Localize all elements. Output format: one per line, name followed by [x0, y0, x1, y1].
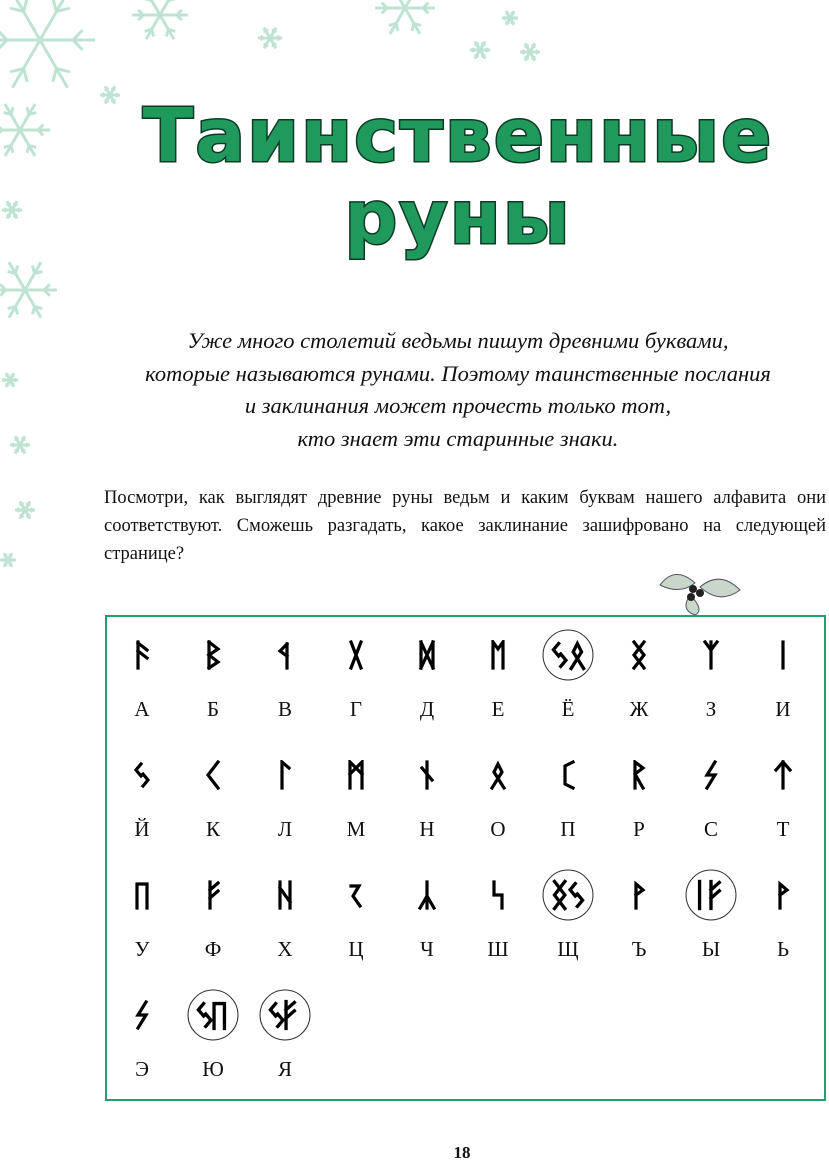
rune-letter: И — [748, 697, 818, 722]
rune-cell — [321, 629, 391, 722]
rune-cell — [250, 749, 320, 842]
rune-glyph-icon — [676, 749, 746, 801]
rune-glyph-icon — [463, 629, 533, 681]
rune-glyph-icon — [321, 629, 391, 681]
rune-letter: М — [321, 817, 391, 842]
title-line-2: руны — [0, 177, 829, 259]
rune-letter: А — [107, 697, 177, 722]
rune-letter: Ш — [463, 937, 533, 962]
rune-cell — [676, 629, 746, 722]
rune-letter: Ь — [748, 937, 818, 962]
page-title — [0, 95, 829, 259]
rune-letter: Ъ — [604, 937, 674, 962]
rune-cell — [392, 869, 462, 962]
rune-glyph-icon — [604, 869, 674, 921]
rune-cell — [178, 989, 248, 1082]
rune-cell — [676, 749, 746, 842]
rune-cell — [107, 749, 177, 842]
rune-cell — [250, 869, 320, 962]
intro-line: Уже много столетий ведьмы пишут древними буквами, — [60, 325, 829, 358]
rune-cell — [748, 869, 818, 962]
rune-cell — [676, 869, 746, 962]
rune-cell — [604, 869, 674, 962]
rune-glyph-icon — [676, 869, 746, 921]
rune-glyph-icon — [676, 629, 746, 681]
rune-cell — [392, 629, 462, 722]
rune-letter: Н — [392, 817, 462, 842]
rune-glyph-icon — [178, 989, 248, 1041]
rune-glyph-icon — [463, 749, 533, 801]
rune-glyph-icon — [107, 629, 177, 681]
rune-letter: Ц — [321, 937, 391, 962]
rune-glyph-icon — [392, 629, 462, 681]
rune-letter: Ж — [604, 697, 674, 722]
rune-letter: В — [250, 697, 320, 722]
rune-glyph-icon — [178, 869, 248, 921]
rune-glyph-icon — [178, 749, 248, 801]
rune-glyph-icon — [178, 629, 248, 681]
intro-paragraph — [60, 325, 829, 455]
rune-letter: Х — [250, 937, 320, 962]
intro-line: и заклинания может прочесть только тот, — [60, 390, 829, 423]
rune-glyph-icon — [748, 869, 818, 921]
rune-letter: Г — [321, 697, 391, 722]
rune-cell — [321, 869, 391, 962]
rune-cell — [250, 989, 320, 1082]
rune-letter: З — [676, 697, 746, 722]
rune-cell — [321, 749, 391, 842]
rune-cell — [107, 629, 177, 722]
title-line-1: Таинственные — [0, 95, 829, 177]
rune-letter: Т — [748, 817, 818, 842]
rune-cell — [107, 989, 177, 1082]
rune-glyph-icon — [392, 869, 462, 921]
rune-glyph-icon — [321, 869, 391, 921]
rune-cell — [178, 749, 248, 842]
rune-cell — [463, 629, 533, 722]
rune-cell — [392, 749, 462, 842]
rune-cell — [107, 869, 177, 962]
rune-letter: О — [463, 817, 533, 842]
rune-letter: Д — [392, 697, 462, 722]
rune-glyph-icon — [321, 749, 391, 801]
rune-glyph-icon — [533, 749, 603, 801]
rune-glyph-icon — [463, 869, 533, 921]
rune-letter: Щ — [533, 937, 603, 962]
rune-glyph-icon — [604, 749, 674, 801]
rune-letter: Ю — [178, 1057, 248, 1082]
rune-cell — [463, 869, 533, 962]
rune-cell — [250, 629, 320, 722]
rune-letter: Ы — [676, 937, 746, 962]
rune-letter: К — [178, 817, 248, 842]
rune-letter: Л — [250, 817, 320, 842]
rune-letter: У — [107, 937, 177, 962]
rune-cell — [604, 749, 674, 842]
rune-letter: Р — [604, 817, 674, 842]
rune-letter: Ч — [392, 937, 462, 962]
page-number: 18 — [0, 1143, 829, 1163]
intro-line: которые называются рунами. Поэтому таинственные послания — [60, 358, 829, 391]
rune-letter: Я — [250, 1057, 320, 1082]
rune-glyph-icon — [107, 749, 177, 801]
rune-cell — [178, 629, 248, 722]
rune-letter: Э — [107, 1057, 177, 1082]
rune-cell — [748, 749, 818, 842]
rune-letter: Б — [178, 697, 248, 722]
rune-cell — [178, 869, 248, 962]
rune-glyph-icon — [533, 869, 603, 921]
rune-glyph-icon — [533, 629, 603, 681]
rune-glyph-icon — [748, 629, 818, 681]
rune-letter: С — [676, 817, 746, 842]
rune-glyph-icon — [250, 869, 320, 921]
rune-cell — [463, 749, 533, 842]
rune-cell — [604, 629, 674, 722]
rune-glyph-icon — [604, 629, 674, 681]
intro-line: кто знает эти старинные знаки. — [60, 423, 829, 456]
rune-cell — [533, 749, 603, 842]
rune-glyph-icon — [250, 629, 320, 681]
rune-cell — [533, 869, 603, 962]
rune-letter: Е — [463, 697, 533, 722]
rune-glyph-icon — [107, 869, 177, 921]
rune-glyph-icon — [392, 749, 462, 801]
rune-letter: Й — [107, 817, 177, 842]
body-paragraph: Посмотри, как выглядят древние руны ведьм и каким буквам нашего алфавита они соответствуют. Сможешь разгадать, какое заклинание зашифровано на следующей странице? — [104, 484, 826, 568]
rune-cell — [748, 629, 818, 722]
rune-letter: П — [533, 817, 603, 842]
holly-icon — [655, 565, 745, 615]
rune-glyph-icon — [250, 989, 320, 1041]
rune-letter: Ё — [533, 697, 603, 722]
rune-glyph-icon — [250, 749, 320, 801]
rune-glyph-icon — [107, 989, 177, 1041]
rune-alphabet-table — [105, 615, 826, 1101]
rune-cell — [533, 629, 603, 722]
rune-letter: Ф — [178, 937, 248, 962]
rune-glyph-icon — [748, 749, 818, 801]
